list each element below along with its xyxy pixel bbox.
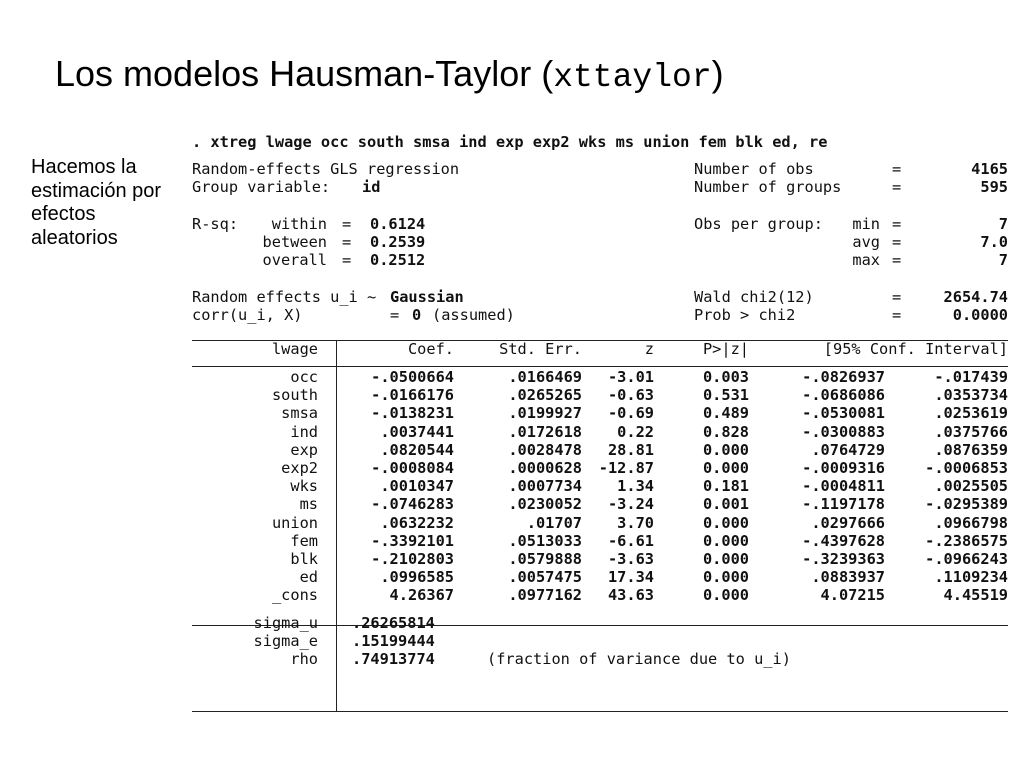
cell-ci-upper: -.0006853 [925, 459, 1008, 477]
cell-p-value: 0.000 [702, 549, 749, 568]
sigma-u-label: sigma_u [253, 613, 318, 632]
cell-std-err: .0057475 [508, 568, 582, 587]
header-line-3 [192, 215, 1012, 233]
cell-coef: .0820544 [380, 440, 454, 459]
cell-std-err: .0579888 [508, 549, 582, 568]
opg-avg-label: avg [852, 232, 880, 251]
cell-ci-lower: -.0826937 [802, 368, 885, 387]
eq-sign: = [892, 287, 902, 306]
eq-sign: = [892, 160, 902, 179]
cell-z-stat: 17.34 [607, 568, 654, 587]
cell-z-stat: 1.34 [617, 477, 654, 496]
cell-coef: -.0138231 [371, 404, 454, 423]
cell-var-name: ind [290, 422, 318, 441]
cell-std-err: .0265265 [508, 386, 582, 405]
cell-std-err: .0230052 [508, 495, 582, 514]
cell-ci-upper: .0966798 [934, 513, 1008, 532]
table-row [192, 495, 1012, 513]
cell-p-value: 0.000 [702, 568, 749, 587]
cell-coef: 4.26367 [389, 586, 454, 605]
rsq-overall-label: overall [262, 251, 327, 270]
eq-sign: = [342, 232, 352, 251]
cell-ci-upper: -.0966243 [925, 549, 1008, 568]
table-row [192, 586, 1012, 604]
rsq-overall-value: 0.2512 [370, 251, 426, 270]
cell-ci-upper: .0253619 [934, 404, 1008, 423]
cell-var-name: _cons [271, 586, 318, 605]
table-rule-header [192, 366, 1008, 367]
table-row [192, 386, 1012, 404]
cell-ci-lower: -.0004811 [802, 477, 885, 496]
cell-ci-lower: .0883937 [811, 568, 885, 587]
cell-std-err: .01707 [526, 513, 582, 532]
cell-ci-lower: -.3239363 [802, 549, 885, 568]
rho-label: rho [290, 649, 318, 668]
cell-z-stat: 28.81 [607, 440, 654, 459]
opg-min-value: 7 [998, 214, 1008, 233]
header-z: z [644, 339, 654, 358]
table-row [192, 368, 1012, 386]
cell-ci-lower: -.0530081 [802, 404, 885, 423]
cell-ci-upper: .1109234 [934, 568, 1008, 587]
sigma-e-label: sigma_e [253, 631, 318, 650]
table-row [192, 514, 1012, 532]
cell-p-value: 0.000 [702, 459, 749, 477]
header-line-5 [192, 251, 1012, 269]
eq-sign: = [342, 214, 352, 233]
cell-var-name: fem [290, 531, 318, 550]
rsq-within-value: 0.6124 [370, 214, 426, 233]
rho-row [192, 650, 1012, 668]
opg-label: Obs per group: [694, 214, 823, 233]
cell-ci-lower: .0764729 [811, 440, 885, 459]
cell-ci-upper: .0375766 [934, 422, 1008, 441]
table-rule-bottom [192, 711, 1008, 712]
rsq-between-label: between [262, 232, 327, 251]
prob-value: 0.0000 [952, 305, 1008, 324]
cell-std-err: .0199927 [508, 404, 582, 423]
cell-var-name: smsa [281, 404, 318, 423]
ngroups-label: Number of groups [694, 178, 842, 197]
re-dist: Gaussian [390, 287, 464, 306]
cell-z-stat: -6.61 [607, 531, 654, 550]
sigma-e-row [192, 632, 1012, 650]
header-coef: Coef. [407, 339, 454, 358]
nobs-value: 4165 [971, 160, 1008, 179]
eq-sign: = [342, 251, 352, 270]
cell-ci-lower: -.4397628 [802, 531, 885, 550]
cell-coef: -.3392101 [371, 531, 454, 550]
cell-p-value: 0.181 [702, 477, 749, 496]
cell-std-err: .0028478 [508, 440, 582, 459]
opg-max-value: 7 [998, 251, 1008, 270]
cell-z-stat: -3.01 [607, 368, 654, 387]
opg-avg-value: 7.0 [980, 232, 1008, 251]
cell-var-name: exp [290, 440, 318, 459]
cell-std-err: .0977162 [508, 586, 582, 605]
cell-z-stat: 3.70 [617, 513, 654, 532]
re-label: Random effects u_i ~ [192, 287, 377, 306]
cell-ci-lower: -.0300883 [802, 422, 885, 441]
cell-z-stat: -3.24 [607, 495, 654, 514]
cell-std-err: .0166469 [508, 368, 582, 387]
rsq-label: R-sq: [192, 214, 239, 233]
header-depvar: lwage [271, 339, 318, 358]
table-row [192, 441, 1012, 459]
opg-min-label: min [852, 214, 880, 233]
cell-coef: .0996585 [380, 568, 454, 587]
command-line: . xtreg lwage occ south smsa ind exp exp2 wks ms union fem blk ed, re [192, 133, 828, 151]
header-p: P>|z| [702, 339, 749, 358]
table-row [192, 568, 1012, 586]
cell-ci-upper: .0353734 [934, 386, 1008, 405]
cell-std-err: .0007734 [508, 477, 582, 496]
ngroups-value: 595 [980, 178, 1008, 197]
coef-rows [192, 368, 1012, 604]
slide-title [55, 48, 724, 104]
header-line-4 [192, 233, 1012, 251]
prob-label: Prob > chi2 [694, 305, 796, 324]
cell-p-value: 0.000 [702, 513, 749, 532]
cell-coef: -.0746283 [371, 495, 454, 514]
cell-p-value: 0.003 [702, 368, 749, 387]
eq-sign: = [892, 178, 902, 197]
header-line-2 [192, 178, 1012, 196]
cell-ci-upper: -.0295389 [925, 495, 1008, 514]
cell-ci-upper: 4.45519 [943, 586, 1008, 605]
header-line-7 [192, 306, 1012, 324]
cell-coef: -.0008084 [371, 459, 454, 477]
eq-sign: = [892, 305, 902, 324]
cell-var-name: occ [290, 368, 318, 387]
cell-var-name: blk [290, 549, 318, 568]
table-row [192, 532, 1012, 550]
eq-sign: = [892, 232, 902, 251]
nobs-label: Number of obs [694, 160, 814, 179]
rho-value: .74913774 [352, 649, 435, 668]
wald-value: 2654.74 [943, 287, 1008, 306]
table-row [192, 459, 1012, 477]
cell-var-name: ed [299, 568, 318, 587]
cell-p-value: 0.489 [702, 404, 749, 423]
sigma-u-value: .26265814 [352, 613, 435, 632]
stata-output [192, 133, 1012, 668]
regression-type: Random-effects GLS regression [192, 160, 460, 179]
cell-var-name: south [271, 386, 318, 405]
header-ci: [95% Conf. Interval] [823, 339, 1008, 358]
cell-coef: .0037441 [380, 422, 454, 441]
side-note: Hacemos la estimación por efectos aleatorios [31, 156, 162, 249]
cell-ci-lower: -.0009316 [802, 459, 885, 477]
cell-ci-lower: 4.07215 [820, 586, 885, 605]
sigma-u-row [192, 614, 1012, 632]
cell-p-value: 0.001 [702, 495, 749, 514]
table-header [192, 340, 1012, 358]
title-close: ) [711, 53, 724, 94]
cell-var-name: union [271, 513, 318, 532]
table-row [192, 477, 1012, 495]
cell-ci-lower: -.0686086 [802, 386, 885, 405]
cell-p-value: 0.828 [702, 422, 749, 441]
coef-table [192, 340, 1012, 668]
cell-z-stat: -3.63 [607, 549, 654, 568]
rho-note: (fraction of variance due to u_i) [487, 649, 791, 668]
cell-var-name: wks [290, 477, 318, 496]
group-var-label: Group variable: [192, 178, 331, 197]
title-text: Los modelos Hausman-Taylor ( [55, 53, 554, 94]
corr-note: (assumed) [432, 305, 515, 324]
cell-std-err: .0172618 [508, 422, 582, 441]
cell-z-stat: -0.69 [607, 404, 654, 423]
header-line-6 [192, 288, 1012, 306]
rsq-between-value: 0.2539 [370, 232, 426, 251]
cell-z-stat: -0.63 [607, 386, 654, 405]
cell-std-err: .0000628 [508, 459, 582, 477]
header-line-1 [192, 160, 1012, 178]
eq-sign: = [892, 214, 902, 233]
eq-sign: = [892, 251, 902, 270]
cell-p-value: 0.531 [702, 386, 749, 405]
cell-coef: -.0500664 [371, 368, 454, 387]
cell-z-stat: 43.63 [607, 586, 654, 605]
cell-var-name: ms [299, 495, 318, 514]
cell-ci-upper: .0876359 [934, 440, 1008, 459]
blank-line [192, 269, 1012, 287]
cell-coef: -.0166176 [371, 386, 454, 405]
blank-line [192, 197, 1012, 215]
cell-coef: -.2102803 [371, 549, 454, 568]
sigma-e-value: .15199444 [352, 631, 435, 650]
cell-var-name: exp2 [281, 459, 318, 477]
cell-coef: .0632232 [380, 513, 454, 532]
sigma-rows [192, 614, 1012, 669]
eq-sign: = [390, 305, 400, 324]
cell-std-err: .0513033 [508, 531, 582, 550]
cell-ci-upper: -.017439 [934, 368, 1008, 387]
cell-p-value: 0.000 [702, 586, 749, 605]
cell-ci-lower: -.1197178 [802, 495, 885, 514]
cell-z-stat: 0.22 [617, 422, 654, 441]
cell-ci-upper: .0025505 [934, 477, 1008, 496]
cell-ci-upper: -.2386575 [925, 531, 1008, 550]
cell-p-value: 0.000 [702, 440, 749, 459]
table-row [192, 550, 1012, 568]
cell-ci-lower: .0297666 [811, 513, 885, 532]
cell-coef: .0010347 [380, 477, 454, 496]
table-row [192, 423, 1012, 441]
wald-label: Wald chi2(12) [694, 287, 814, 306]
rsq-within-label: within [271, 214, 327, 233]
corr-label: corr(u_i, X) [192, 305, 303, 324]
table-row [192, 404, 1012, 422]
corr-value: 0 [412, 305, 422, 324]
group-var-value: id [362, 178, 381, 197]
header-stderr: Std. Err. [499, 339, 582, 358]
title-command: xttaylor [553, 59, 712, 96]
cell-p-value: 0.000 [702, 531, 749, 550]
cell-z-stat: -12.87 [598, 459, 654, 477]
opg-max-label: max [852, 251, 880, 270]
